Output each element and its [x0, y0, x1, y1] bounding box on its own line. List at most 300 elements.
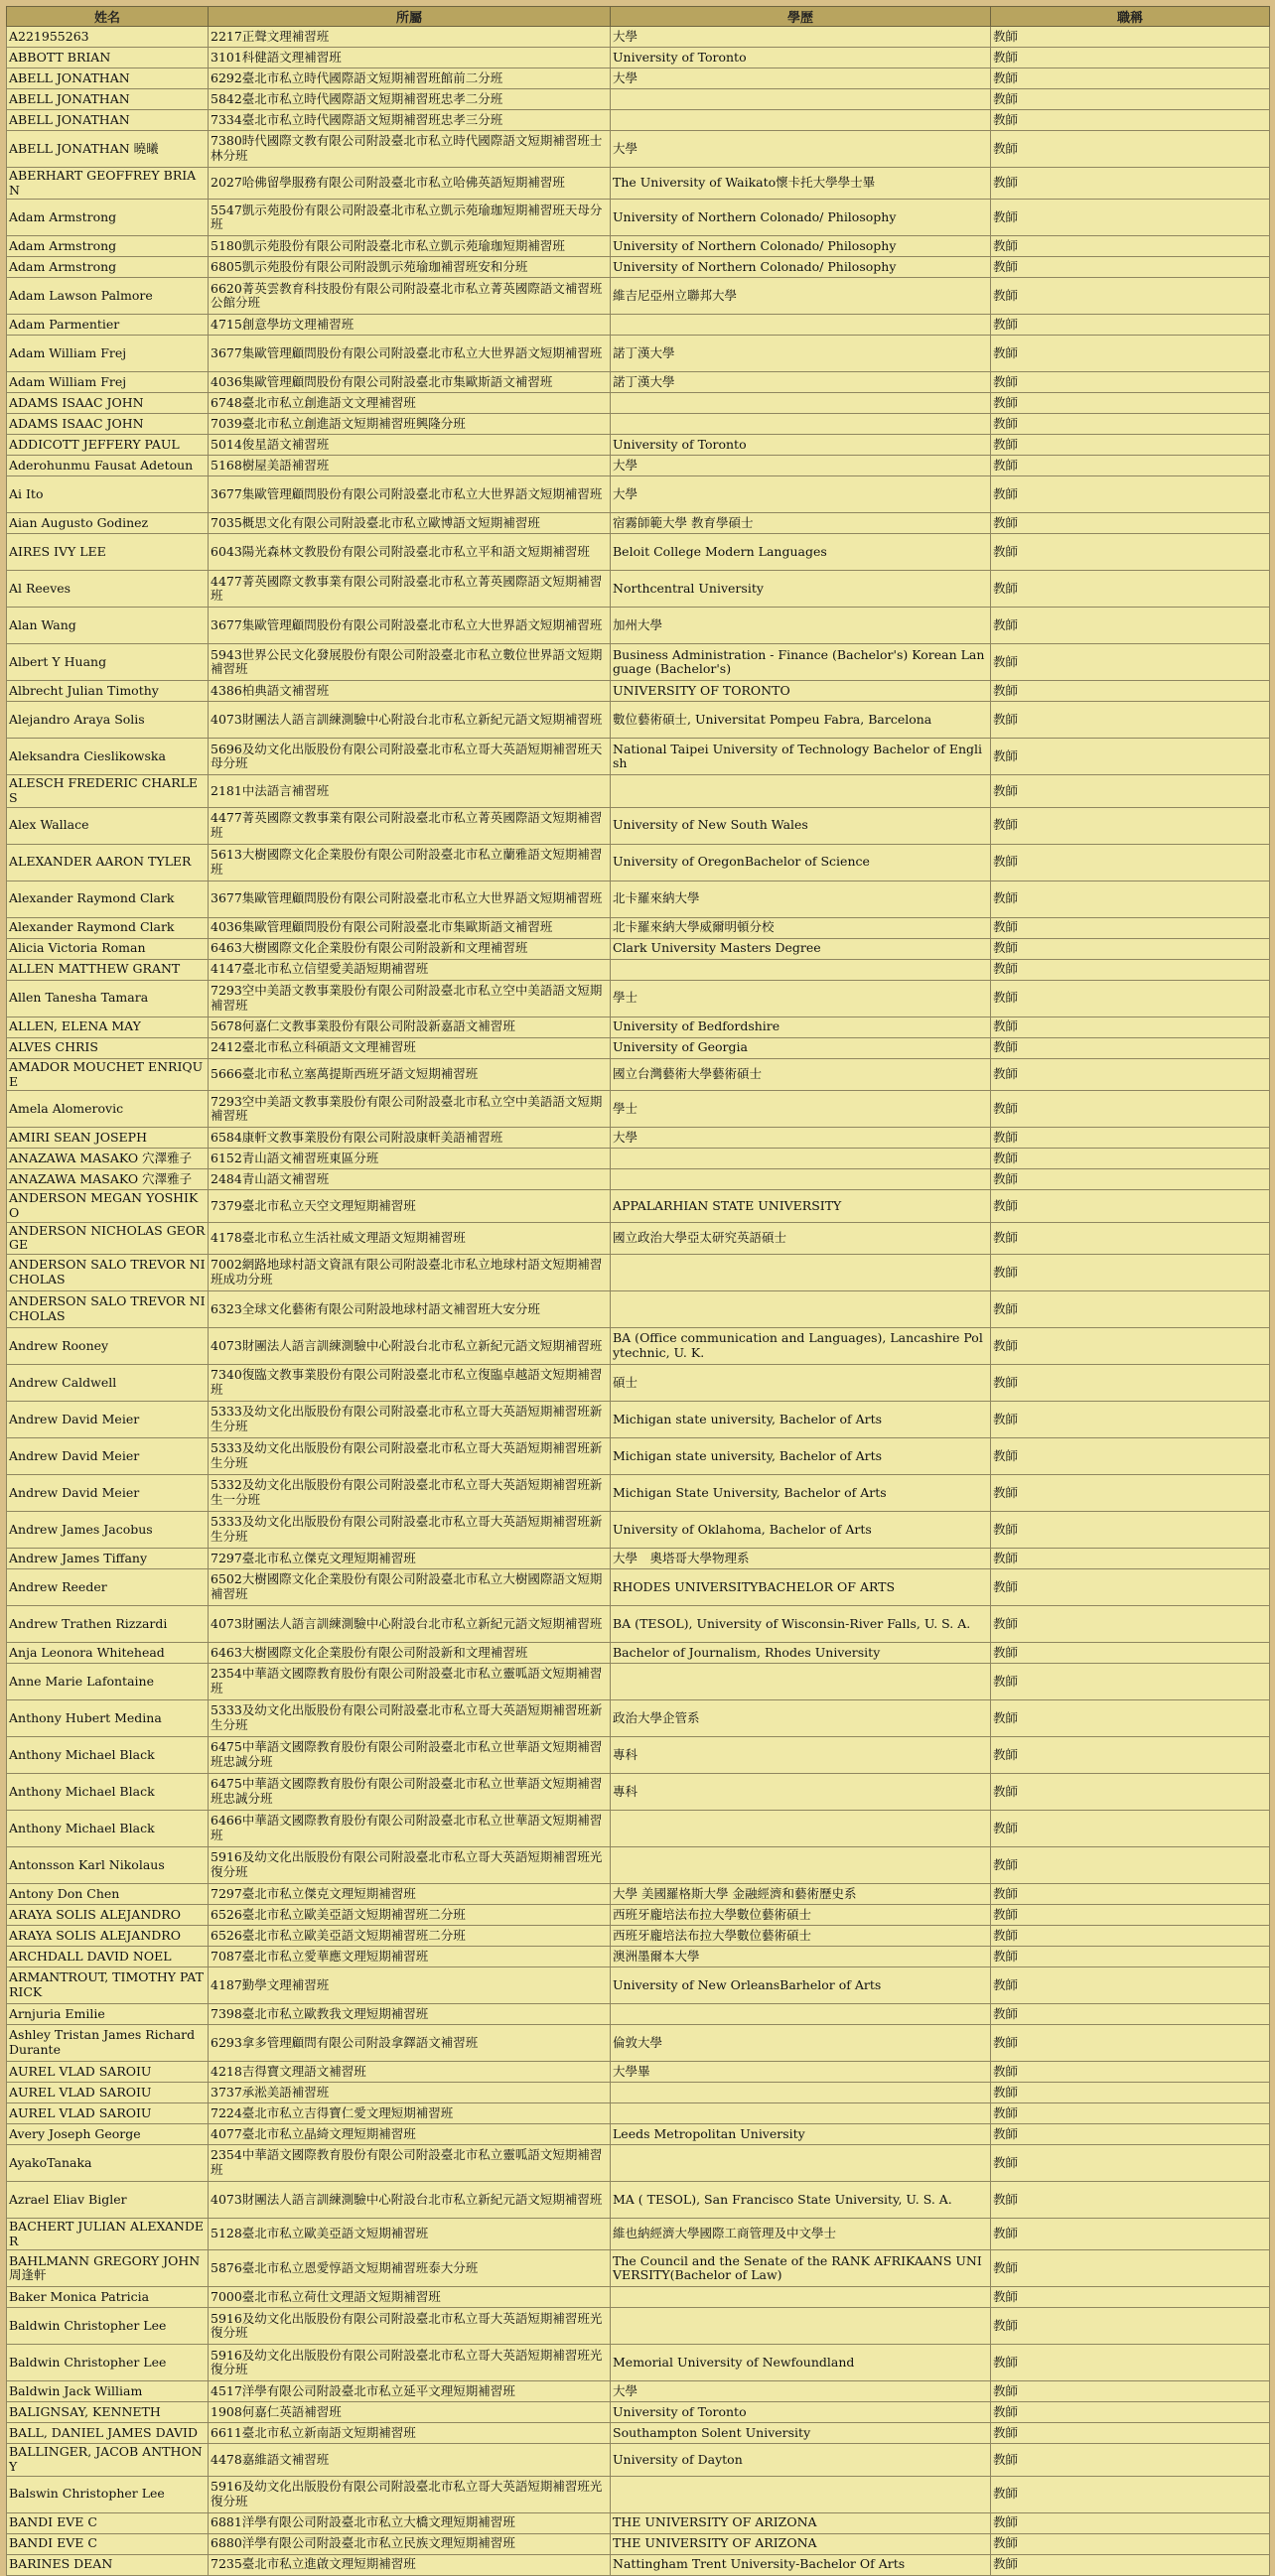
cell-name: Andrew James Jacobus [7, 1512, 209, 1549]
cell-education: 大學 [611, 2381, 991, 2402]
table-row [7, 1512, 1270, 1549]
cell-education: Bachelor of Journalism, Rhodes University [611, 1643, 991, 1664]
cell-name: ANDERSON SALO TREVOR NICHOLAS [7, 1255, 209, 1291]
cell-education: 倫敦大學 [611, 2025, 991, 2062]
table-row [7, 2083, 1270, 2103]
cell-education [611, 2476, 991, 2512]
cell-org: 4715創意學坊文理補習班 [209, 315, 611, 336]
cell-education: 學士 [611, 1091, 991, 1128]
cell-org: 6466中華語文國際教育股份有限公司附設臺北市私立世華語文短期補習班 [209, 1811, 611, 1847]
cell-org: 2412臺北市私立科碩語文文理補習班 [209, 1037, 611, 1058]
cell-education [611, 315, 991, 336]
cell-name: Antony Don Chen [7, 1884, 209, 1905]
cell-education: 諾丁漢大學 [611, 372, 991, 393]
table-row [7, 1475, 1270, 1512]
cell-title: 教師 [991, 1037, 1270, 1058]
cell-education: University of Dayton [611, 2444, 991, 2476]
cell-name: Al Reeves [7, 571, 209, 608]
cell-education: The Council and the Senate of the RANK AFRIKAANS UNIVERSITY(Bachelor of Law) [611, 2250, 991, 2287]
cell-education: 數位藝術碩士, Universitat Pompeu Fabra, Barcelona [611, 702, 991, 739]
cell-name: ALVES CHRIS [7, 1037, 209, 1058]
cell-name: Alex Wallace [7, 807, 209, 844]
cell-education: 政治大學企管系 [611, 1700, 991, 1737]
cell-title: 教師 [991, 2423, 1270, 2444]
cell-title: 教師 [991, 257, 1270, 278]
cell-name: AyakoTanaka [7, 2145, 209, 2182]
cell-education: University of Georgia [611, 1037, 991, 1058]
cell-org: 5916及幼文化出版股份有限公司附設臺北市私立哥大英語短期補習班光復分班 [209, 1847, 611, 1884]
cell-org: 3677集歐管理顧問股份有限公司附設臺北市私立大世界語文短期補習班 [209, 881, 611, 917]
table-row [7, 2381, 1270, 2402]
cell-title: 教師 [991, 1569, 1270, 1606]
cell-title: 教師 [991, 2250, 1270, 2287]
table-row [7, 1926, 1270, 1947]
table-row [7, 1402, 1270, 1438]
cell-name: Alexander Raymond Clark [7, 881, 209, 917]
cell-education: 宿霧師範大學 教育學碩士 [611, 513, 991, 534]
cell-org: 6526臺北市私立歐美亞語文短期補習班二分班 [209, 1926, 611, 1947]
cell-name: Azrael Eliav Bigler [7, 2182, 209, 2219]
cell-name: Aleksandra Cieslikowska [7, 739, 209, 775]
cell-name: Adam Armstrong [7, 236, 209, 257]
table-row [7, 1017, 1270, 1037]
cell-education: 大學 [611, 1128, 991, 1149]
cell-org: 5678何嘉仁文教事業股份有限公司附設新嘉語文補習班 [209, 1017, 611, 1037]
cell-education: University of New South Wales [611, 807, 991, 844]
table-row [7, 1847, 1270, 1884]
cell-name: AUREL VLAD SAROIU [7, 2083, 209, 2103]
cell-title: 教師 [991, 131, 1270, 168]
cell-education [611, 393, 991, 414]
cell-name: ABELL JONATHAN 曉曦 [7, 131, 209, 168]
cell-title: 教師 [991, 2533, 1270, 2554]
cell-name: Adam Armstrong [7, 200, 209, 236]
cell-org: 7002網路地球村語文資訊有限公司附設臺北市私立地球村語文短期補習班成功分班 [209, 1255, 611, 1291]
cell-education: 大學 奧塔哥大學物理系 [611, 1549, 991, 1569]
cell-education: UNIVERSITY OF TORONTO [611, 681, 991, 702]
table-row [7, 681, 1270, 702]
cell-name: Anja Leonora Whitehead [7, 1643, 209, 1664]
cell-org: 4036集歐管理顧問股份有限公司附設臺北市集歐斯語文補習班 [209, 917, 611, 938]
cell-name: Ai Ito [7, 476, 209, 513]
cell-title: 教師 [991, 1884, 1270, 1905]
cell-name: ADAMS ISAAC JOHN [7, 414, 209, 435]
table-row [7, 1255, 1270, 1291]
cell-education: 諾丁漢大學 [611, 336, 991, 372]
table-row [7, 1811, 1270, 1847]
cell-title: 教師 [991, 1128, 1270, 1149]
cell-name: ARAYA SOLIS ALEJANDRO [7, 1905, 209, 1926]
cell-org: 4178臺北市私立生活社威文理語文短期補習班 [209, 1222, 611, 1254]
cell-title: 教師 [991, 278, 1270, 315]
cell-org: 6463大樹國際文化企業股份有限公司附設新和文理補習班 [209, 1643, 611, 1664]
cell-name: Andrew Trathen Rizzardi [7, 1606, 209, 1643]
table-row [7, 1947, 1270, 1967]
cell-education: Clark University Masters Degree [611, 938, 991, 959]
cell-education [611, 1169, 991, 1190]
table-row [7, 456, 1270, 476]
table-row [7, 131, 1270, 168]
table-header [7, 7, 1270, 27]
cell-education: University of Toronto [611, 48, 991, 68]
cell-org: 3677集歐管理顧問股份有限公司附設臺北市私立大世界語文短期補習班 [209, 336, 611, 372]
table-row [7, 1967, 1270, 2004]
cell-org: 2354中華語文國際教育股份有限公司附設臺北市私立靈呱語文短期補習班 [209, 2145, 611, 2182]
cell-education: THE UNIVERSITY OF ARIZONA [611, 2533, 991, 2554]
cell-education: University of New OrleansBarhelor of Arts [611, 1967, 991, 2004]
cell-name: Anne Marie Lafontaine [7, 1664, 209, 1700]
cell-education: 大學 [611, 27, 991, 48]
table-row [7, 608, 1270, 644]
cell-org: 5332及幼文化出版股份有限公司附設臺北市私立哥大英語短期補習班新生一分班 [209, 1475, 611, 1512]
cell-title: 教師 [991, 2124, 1270, 2145]
cell-name: Avery Joseph George [7, 2124, 209, 2145]
cell-name: Anthony Michael Black [7, 1774, 209, 1811]
table-row [7, 917, 1270, 938]
cell-org: 3101科健語文理補習班 [209, 48, 611, 68]
cell-education: 西班牙龐培法布拉大學數位藝術碩士 [611, 1905, 991, 1926]
cell-name: AIRES IVY LEE [7, 534, 209, 571]
cell-org: 6502大樹國際文化企業股份有限公司附設臺北市私立大樹國際語文短期補習班 [209, 1569, 611, 1606]
cell-education [611, 2308, 991, 2345]
table-row [7, 881, 1270, 917]
cell-title: 教師 [991, 236, 1270, 257]
cell-org: 7340復臨文教事業股份有限公司附設臺北市私立復臨卓越語文短期補習班 [209, 1365, 611, 1402]
table-row [7, 1169, 1270, 1190]
table-row [7, 1737, 1270, 1774]
cell-name: Albrecht Julian Timothy [7, 681, 209, 702]
cell-education [611, 959, 991, 980]
cell-org: 5842臺北市私立時代國際語文短期補習班忠孝二分班 [209, 89, 611, 110]
table-row [7, 2182, 1270, 2219]
cell-org: 7398臺北市私立歐教我文理短期補習班 [209, 2004, 611, 2025]
cell-org: 4187勤學文理補習班 [209, 1967, 611, 2004]
cell-education: University of Toronto [611, 435, 991, 456]
table-row [7, 315, 1270, 336]
cell-name: Anthony Michael Black [7, 1811, 209, 1847]
cell-org: 7035概思文化有限公司附設臺北市私立歐博語文短期補習班 [209, 513, 611, 534]
cell-title: 教師 [991, 2444, 1270, 2476]
cell-name: Alicia Victoria Roman [7, 938, 209, 959]
cell-name: Albert Y Huang [7, 644, 209, 681]
cell-org: 6584康軒文教事業股份有限公司附設康軒美語補習班 [209, 1128, 611, 1149]
cell-org: 7293空中美語文教事業股份有限公司附設臺北市私立空中美語語文短期補習班 [209, 980, 611, 1017]
cell-name: Adam Armstrong [7, 257, 209, 278]
cell-name: Adam William Frej [7, 336, 209, 372]
cell-education [611, 1847, 991, 1884]
cell-name: Andrew James Tiffany [7, 1549, 209, 1569]
cell-name: Baldwin Christopher Lee [7, 2345, 209, 2381]
cell-org: 6152青山語文補習班東區分班 [209, 1149, 611, 1169]
cell-education: Northcentral University [611, 571, 991, 608]
cell-name: Andrew David Meier [7, 1475, 209, 1512]
cell-education: 國立台灣藝術大學藝術碩士 [611, 1058, 991, 1090]
table-row [7, 2402, 1270, 2423]
cell-education: University of Northern Colonado/ Philosophy [611, 236, 991, 257]
cell-education [611, 2004, 991, 2025]
cell-education [611, 2083, 991, 2103]
cell-org: 5014俊星語文補習班 [209, 435, 611, 456]
cell-org: 1908何嘉仁英語補習班 [209, 2402, 611, 2423]
cell-education: University of Oklahoma, Bachelor of Arts [611, 1512, 991, 1549]
cell-title: 教師 [991, 2083, 1270, 2103]
cell-title: 教師 [991, 2025, 1270, 2062]
cell-name: ABELL JONATHAN [7, 68, 209, 89]
cell-org: 5180凱示苑股份有限公司附設臺北市私立凱示苑瑜珈短期補習班 [209, 236, 611, 257]
cell-title: 教師 [991, 1091, 1270, 1128]
table-row [7, 200, 1270, 236]
table-row [7, 414, 1270, 435]
cell-education: 大學 美國羅格斯大學 金融經濟和藝術歷史系 [611, 1884, 991, 1905]
header-org: 所屬 [209, 7, 611, 27]
cell-title: 教師 [991, 644, 1270, 681]
table-row [7, 476, 1270, 513]
cell-org: 5168樹屋美語補習班 [209, 456, 611, 476]
cell-name: Arnjuria Emilie [7, 2004, 209, 2025]
cell-title: 教師 [991, 2182, 1270, 2219]
table-row [7, 571, 1270, 608]
cell-name: AMIRI SEAN JOSEPH [7, 1128, 209, 1149]
cell-name: ANDERSON SALO TREVOR NICHOLAS [7, 1291, 209, 1328]
cell-title: 教師 [991, 1475, 1270, 1512]
cell-title: 教師 [991, 68, 1270, 89]
cell-name: A221955263 [7, 27, 209, 48]
cell-name: ARAYA SOLIS ALEJANDRO [7, 1926, 209, 1947]
header-name: 姓名 [7, 7, 209, 27]
cell-title: 教師 [991, 608, 1270, 644]
cell-name: Adam William Frej [7, 372, 209, 393]
cell-education: RHODES UNIVERSITYBACHELOR OF ARTS [611, 1569, 991, 1606]
table-row [7, 2533, 1270, 2554]
cell-org: 6805凱示苑股份有限公司附設凱示苑瑜珈補習班安和分班 [209, 257, 611, 278]
cell-name: Ashley Tristan James Richard Durante [7, 2025, 209, 2062]
cell-name: AMADOR MOUCHET ENRIQUE [7, 1058, 209, 1090]
cell-education: 澳洲墨爾本大學 [611, 1947, 991, 1967]
cell-title: 教師 [991, 2219, 1270, 2250]
cell-name: ANDERSON MEGAN YOSHIKO [7, 1190, 209, 1222]
table-row [7, 775, 1270, 807]
table-row [7, 513, 1270, 534]
table-row [7, 938, 1270, 959]
cell-title: 教師 [991, 1255, 1270, 1291]
cell-org: 5876臺北市私立恩愛惇語文短期補習班泰大分班 [209, 2250, 611, 2287]
cell-org: 4477菁英國際文教事業有限公司附設臺北市私立菁英國際語文短期補習班 [209, 571, 611, 608]
table-row [7, 1149, 1270, 1169]
cell-org: 4477菁英國際文教事業有限公司附設臺北市私立菁英國際語文短期補習班 [209, 807, 611, 844]
cell-title: 教師 [991, 959, 1270, 980]
table-row [7, 27, 1270, 48]
cell-title: 教師 [991, 2512, 1270, 2533]
table-row [7, 844, 1270, 881]
table-row [7, 807, 1270, 844]
cell-title: 教師 [991, 48, 1270, 68]
cell-name: AUREL VLAD SAROIU [7, 2103, 209, 2124]
table-row [7, 1037, 1270, 1058]
cell-education: University of Northern Colonado/ Philosophy [611, 257, 991, 278]
cell-title: 教師 [991, 807, 1270, 844]
table-row [7, 702, 1270, 739]
cell-org: 5333及幼文化出版股份有限公司附設臺北市私立哥大英語短期補習班新生分班 [209, 1700, 611, 1737]
table-row [7, 644, 1270, 681]
cell-education: University of OregonBachelor of Science [611, 844, 991, 881]
cell-title: 教師 [991, 571, 1270, 608]
cell-org: 5128臺北市私立歐美亞語文短期補習班 [209, 2219, 611, 2250]
cell-name: Anthony Hubert Medina [7, 1700, 209, 1737]
cell-name: AUREL VLAD SAROIU [7, 2062, 209, 2083]
cell-education [611, 1255, 991, 1291]
cell-title: 教師 [991, 2476, 1270, 2512]
table-row [7, 168, 1270, 200]
cell-org: 4386柏典語文補習班 [209, 681, 611, 702]
cell-name: ALEXANDER AARON TYLER [7, 844, 209, 881]
cell-education [611, 1664, 991, 1700]
table-row [7, 257, 1270, 278]
table-row [7, 2345, 1270, 2381]
cell-name: Amela Alomerovic [7, 1091, 209, 1128]
cell-name: Alejandro Araya Solis [7, 702, 209, 739]
cell-org: 6475中華語文國際教育股份有限公司附設臺北市私立世華語文短期補習班忠誠分班 [209, 1737, 611, 1774]
table-row [7, 1291, 1270, 1328]
cell-title: 教師 [991, 1058, 1270, 1090]
cell-title: 教師 [991, 315, 1270, 336]
cell-education: University of Northern Colonado/ Philosophy [611, 200, 991, 236]
cell-title: 教師 [991, 1606, 1270, 1643]
table-row [7, 1884, 1270, 1905]
cell-title: 教師 [991, 1169, 1270, 1190]
cell-name: ANAZAWA MASAKO 穴澤雅子 [7, 1169, 209, 1190]
cell-org: 7380時代國際文教有限公司附設臺北市私立時代國際語文短期補習班士林分班 [209, 131, 611, 168]
table-row [7, 236, 1270, 257]
table-row [7, 1643, 1270, 1664]
cell-title: 教師 [991, 513, 1270, 534]
cell-title: 教師 [991, 2287, 1270, 2308]
cell-name: BARINES DEAN [7, 2554, 209, 2575]
cell-title: 教師 [991, 336, 1270, 372]
cell-education [611, 110, 991, 131]
cell-education: National Taipei University of Technology Bachelor of English [611, 739, 991, 775]
table-row [7, 739, 1270, 775]
cell-org: 5916及幼文化出版股份有限公司附設臺北市私立哥大英語短期補習班光復分班 [209, 2308, 611, 2345]
cell-education [611, 89, 991, 110]
cell-education [611, 2287, 991, 2308]
table-row [7, 1549, 1270, 1569]
table-row [7, 1774, 1270, 1811]
cell-title: 教師 [991, 1643, 1270, 1664]
cell-name: Andrew David Meier [7, 1402, 209, 1438]
table-row [7, 2308, 1270, 2345]
cell-name: ADAMS ISAAC JOHN [7, 393, 209, 414]
cell-org: 4036集歐管理顧問股份有限公司附設臺北市集歐斯語文補習班 [209, 372, 611, 393]
cell-org: 6620菁英雲教育科技股份有限公司附設臺北市私立菁英國際語文補習班公館分班 [209, 278, 611, 315]
table-row [7, 1664, 1270, 1700]
cell-education [611, 775, 991, 807]
table-body [7, 27, 1270, 2576]
table-row [7, 2554, 1270, 2575]
cell-education: 大學畢 [611, 2062, 991, 2083]
cell-name: Alan Wang [7, 608, 209, 644]
cell-title: 教師 [991, 2103, 1270, 2124]
cell-education: Memorial University of Newfoundland [611, 2345, 991, 2381]
cell-title: 教師 [991, 2062, 1270, 2083]
cell-org: 7039臺北市私立創進語文短期補習班興隆分班 [209, 414, 611, 435]
cell-title: 教師 [991, 2345, 1270, 2381]
table-row [7, 2004, 1270, 2025]
table-row [7, 1606, 1270, 1643]
table-row [7, 2423, 1270, 2444]
cell-name: ABERHART GEOFFREY BRIAN [7, 168, 209, 200]
cell-name: Andrew Reeder [7, 1569, 209, 1606]
cell-education: 西班牙龐培法布拉大學數位藝術碩士 [611, 1926, 991, 1947]
cell-education: 國立政治大學亞太研究英語碩士 [611, 1222, 991, 1254]
cell-education: 大學 [611, 68, 991, 89]
cell-education: 專科 [611, 1774, 991, 1811]
cell-org: 5333及幼文化出版股份有限公司附設臺北市私立哥大英語短期補習班新生分班 [209, 1512, 611, 1549]
cell-title: 教師 [991, 1149, 1270, 1169]
cell-title: 教師 [991, 1291, 1270, 1328]
cell-title: 教師 [991, 1926, 1270, 1947]
cell-education: 專科 [611, 1737, 991, 1774]
cell-org: 4073財團法人語言訓練測驗中心附設台北市私立新紀元語文短期補習班 [209, 702, 611, 739]
cell-name: ARMANTROUT, TIMOTHY PATRICK [7, 1967, 209, 2004]
cell-org: 6463大樹國際文化企業股份有限公司附設新和文理補習班 [209, 938, 611, 959]
cell-education: Beloit College Modern Languages [611, 534, 991, 571]
table-row [7, 2145, 1270, 2182]
table-row [7, 1905, 1270, 1926]
cell-name: BACHERT JULIAN ALEXANDER [7, 2219, 209, 2250]
cell-org: 7224臺北市私立吉得寶仁愛文理短期補習班 [209, 2103, 611, 2124]
table-row [7, 68, 1270, 89]
page-container [6, 6, 1269, 2576]
cell-name: ANAZAWA MASAKO 穴澤雅子 [7, 1149, 209, 1169]
cell-title: 教師 [991, 1365, 1270, 1402]
cell-name: Baker Monica Patricia [7, 2287, 209, 2308]
cell-name: Adam Lawson Palmore [7, 278, 209, 315]
table-row [7, 2287, 1270, 2308]
cell-education [611, 2145, 991, 2182]
cell-education: THE UNIVERSITY OF ARIZONA [611, 2512, 991, 2533]
cell-org: 7235臺北市私立進啟文理短期補習班 [209, 2554, 611, 2575]
cell-name: ANDERSON NICHOLAS GEORGE [7, 1222, 209, 1254]
cell-education: MA ( TESOL), San Francisco State University, U. S. A. [611, 2182, 991, 2219]
cell-title: 教師 [991, 881, 1270, 917]
teacher-table [6, 6, 1270, 2576]
cell-name: ALESCH FREDERIC CHARLES [7, 775, 209, 807]
table-row [7, 1190, 1270, 1222]
cell-education: 大學 [611, 456, 991, 476]
cell-education: Michigan state university, Bachelor of Arts [611, 1438, 991, 1475]
cell-education [611, 1291, 991, 1328]
table-row [7, 435, 1270, 456]
cell-org: 4517洋學有限公司附設臺北市私立延平文理短期補習班 [209, 2381, 611, 2402]
table-row [7, 1365, 1270, 1402]
cell-org: 5696及幼文化出版股份有限公司附設臺北市私立哥大英語短期補習班天母分班 [209, 739, 611, 775]
table-row [7, 959, 1270, 980]
cell-name: ARCHDALL DAVID NOEL [7, 1947, 209, 1967]
cell-title: 教師 [991, 372, 1270, 393]
cell-org: 7087臺北市私立愛華應文理短期補習班 [209, 1947, 611, 1967]
table-row [7, 2124, 1270, 2145]
cell-org: 4077臺北市私立晶綺文理短期補習班 [209, 2124, 611, 2145]
cell-title: 教師 [991, 2381, 1270, 2402]
table-row [7, 372, 1270, 393]
table-row [7, 980, 1270, 1017]
cell-org: 4073財團法人語言訓練測驗中心附設台北市私立新紀元語文短期補習班 [209, 2182, 611, 2219]
cell-org: 7293空中美語文教事業股份有限公司附設臺北市私立空中美語語文短期補習班 [209, 1091, 611, 1128]
cell-org: 2484青山語文補習班 [209, 1169, 611, 1190]
cell-education: APPALARHIAN STATE UNIVERSITY [611, 1190, 991, 1222]
cell-org: 5666臺北市私立塞萬提斯西班牙語文短期補習班 [209, 1058, 611, 1090]
cell-title: 教師 [991, 2308, 1270, 2345]
